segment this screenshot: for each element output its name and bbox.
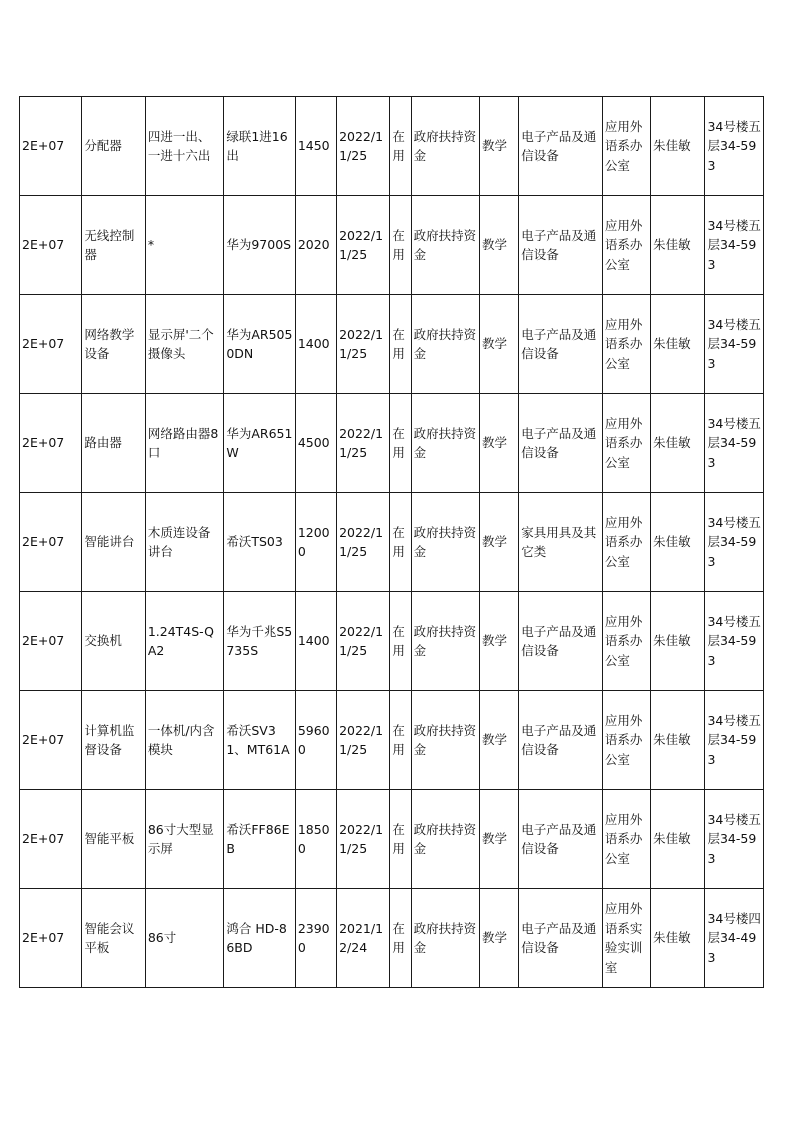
usage-cell: 教学 <box>480 196 519 295</box>
usage-cell: 教学 <box>480 691 519 790</box>
date-cell: 2022/11/25 <box>337 493 390 592</box>
table-row <box>20 790 764 889</box>
date-cell: 2022/11/25 <box>337 295 390 394</box>
custodian-cell: 朱佳敏 <box>651 691 705 790</box>
status-cell: 在用 <box>390 691 411 790</box>
status-cell: 在用 <box>390 493 411 592</box>
model-cell: 希沃TS03 <box>224 493 295 592</box>
category-cell: 电子产品及通信设备 <box>519 295 603 394</box>
custodian-cell: 朱佳敏 <box>651 493 705 592</box>
asset-id-cell: 2E+07 <box>20 394 82 493</box>
table-row <box>20 196 764 295</box>
model-cell: 希沃SV31、MT61A <box>224 691 295 790</box>
custodian-cell: 朱佳敏 <box>651 295 705 394</box>
date-cell: 2022/11/25 <box>337 97 390 196</box>
status-cell: 在用 <box>390 196 411 295</box>
asset-name-cell: 无线控制器 <box>82 196 145 295</box>
asset-id-cell: 2E+07 <box>20 493 82 592</box>
asset-id-cell: 2E+07 <box>20 295 82 394</box>
funding-cell: 政府扶持资金 <box>411 691 479 790</box>
price-cell: 1450 <box>295 97 336 196</box>
price-cell: 2020 <box>295 196 336 295</box>
table-row <box>20 97 764 196</box>
custodian-cell: 朱佳敏 <box>651 196 705 295</box>
table-row <box>20 295 764 394</box>
department-cell: 应用外语系办公室 <box>602 97 650 196</box>
location-cell: 34号楼五层34-593 <box>705 394 764 493</box>
status-cell: 在用 <box>390 790 411 889</box>
asset-id-cell: 2E+07 <box>20 592 82 691</box>
funding-cell: 政府扶持资金 <box>411 295 479 394</box>
price-cell: 1400 <box>295 592 336 691</box>
asset-name-cell: 网络教学设备 <box>82 295 145 394</box>
spec-cell: 木质连设备讲台 <box>145 493 224 592</box>
category-cell: 电子产品及通信设备 <box>519 790 603 889</box>
department-cell: 应用外语系办公室 <box>602 196 650 295</box>
date-cell: 2022/11/25 <box>337 592 390 691</box>
usage-cell: 教学 <box>480 592 519 691</box>
table-row <box>20 592 764 691</box>
asset-id-cell: 2E+07 <box>20 196 82 295</box>
spec-cell: 四进一出、一进十六出 <box>145 97 224 196</box>
funding-cell: 政府扶持资金 <box>411 97 479 196</box>
asset-name-cell: 智能讲台 <box>82 493 145 592</box>
funding-cell: 政府扶持资金 <box>411 889 479 988</box>
location-cell: 34号楼五层34-593 <box>705 196 764 295</box>
funding-cell: 政府扶持资金 <box>411 394 479 493</box>
department-cell: 应用外语系办公室 <box>602 493 650 592</box>
location-cell: 34号楼五层34-593 <box>705 691 764 790</box>
model-cell: 绿联1进16出 <box>224 97 295 196</box>
table-row <box>20 691 764 790</box>
spec-cell: 网络路由器8口 <box>145 394 224 493</box>
asset-id-cell: 2E+07 <box>20 790 82 889</box>
model-cell: 希沃FF86EB <box>224 790 295 889</box>
category-cell: 电子产品及通信设备 <box>519 889 603 988</box>
status-cell: 在用 <box>390 592 411 691</box>
custodian-cell: 朱佳敏 <box>651 889 705 988</box>
price-cell: 59600 <box>295 691 336 790</box>
status-cell: 在用 <box>390 889 411 988</box>
usage-cell: 教学 <box>480 394 519 493</box>
location-cell: 34号楼五层34-593 <box>705 592 764 691</box>
location-cell: 34号楼五层34-593 <box>705 790 764 889</box>
price-cell: 23900 <box>295 889 336 988</box>
usage-cell: 教学 <box>480 493 519 592</box>
date-cell: 2022/11/25 <box>337 196 390 295</box>
funding-cell: 政府扶持资金 <box>411 196 479 295</box>
location-cell: 34号楼五层34-593 <box>705 295 764 394</box>
table-row <box>20 394 764 493</box>
department-cell: 应用外语系办公室 <box>602 295 650 394</box>
category-cell: 电子产品及通信设备 <box>519 196 603 295</box>
price-cell: 4500 <box>295 394 336 493</box>
asset-name-cell: 分配器 <box>82 97 145 196</box>
table-row <box>20 493 764 592</box>
department-cell: 应用外语系办公室 <box>602 691 650 790</box>
spec-cell: * <box>145 196 224 295</box>
asset-name-cell: 智能平板 <box>82 790 145 889</box>
location-cell: 34号楼五层34-593 <box>705 97 764 196</box>
asset-name-cell: 计算机监督设备 <box>82 691 145 790</box>
model-cell: 鸿合 HD-86BD <box>224 889 295 988</box>
location-cell: 34号楼四层34-493 <box>705 889 764 988</box>
department-cell: 应用外语系实验实训室 <box>602 889 650 988</box>
custodian-cell: 朱佳敏 <box>651 592 705 691</box>
price-cell: 1400 <box>295 295 336 394</box>
usage-cell: 教学 <box>480 97 519 196</box>
spec-cell: 显示屏'二个摄像头 <box>145 295 224 394</box>
funding-cell: 政府扶持资金 <box>411 790 479 889</box>
status-cell: 在用 <box>390 394 411 493</box>
usage-cell: 教学 <box>480 889 519 988</box>
spec-cell: 86寸 <box>145 889 224 988</box>
usage-cell: 教学 <box>480 295 519 394</box>
price-cell: 12000 <box>295 493 336 592</box>
category-cell: 电子产品及通信设备 <box>519 691 603 790</box>
date-cell: 2022/11/25 <box>337 394 390 493</box>
date-cell: 2022/11/25 <box>337 790 390 889</box>
custodian-cell: 朱佳敏 <box>651 394 705 493</box>
custodian-cell: 朱佳敏 <box>651 790 705 889</box>
category-cell: 电子产品及通信设备 <box>519 592 603 691</box>
asset-name-cell: 智能会议平板 <box>82 889 145 988</box>
spec-cell: 86寸大型显示屏 <box>145 790 224 889</box>
asset-id-cell: 2E+07 <box>20 97 82 196</box>
date-cell: 2021/12/24 <box>337 889 390 988</box>
asset-id-cell: 2E+07 <box>20 691 82 790</box>
model-cell: 华为AR651W <box>224 394 295 493</box>
price-cell: 18500 <box>295 790 336 889</box>
asset-table <box>19 96 764 988</box>
department-cell: 应用外语系办公室 <box>602 790 650 889</box>
model-cell: 华为AR5050DN <box>224 295 295 394</box>
model-cell: 华为千兆S5735S <box>224 592 295 691</box>
model-cell: 华为9700S <box>224 196 295 295</box>
category-cell: 电子产品及通信设备 <box>519 97 603 196</box>
asset-id-cell: 2E+07 <box>20 889 82 988</box>
table-row <box>20 889 764 988</box>
spec-cell: 一体机/内含模块 <box>145 691 224 790</box>
usage-cell: 教学 <box>480 790 519 889</box>
department-cell: 应用外语系办公室 <box>602 592 650 691</box>
date-cell: 2022/11/25 <box>337 691 390 790</box>
location-cell: 34号楼五层34-593 <box>705 493 764 592</box>
funding-cell: 政府扶持资金 <box>411 592 479 691</box>
status-cell: 在用 <box>390 97 411 196</box>
asset-name-cell: 交换机 <box>82 592 145 691</box>
category-cell: 电子产品及通信设备 <box>519 394 603 493</box>
spec-cell: 1.24T4S-QA2 <box>145 592 224 691</box>
category-cell: 家具用具及其它类 <box>519 493 603 592</box>
funding-cell: 政府扶持资金 <box>411 493 479 592</box>
custodian-cell: 朱佳敏 <box>651 97 705 196</box>
asset-name-cell: 路由器 <box>82 394 145 493</box>
department-cell: 应用外语系办公室 <box>602 394 650 493</box>
status-cell: 在用 <box>390 295 411 394</box>
